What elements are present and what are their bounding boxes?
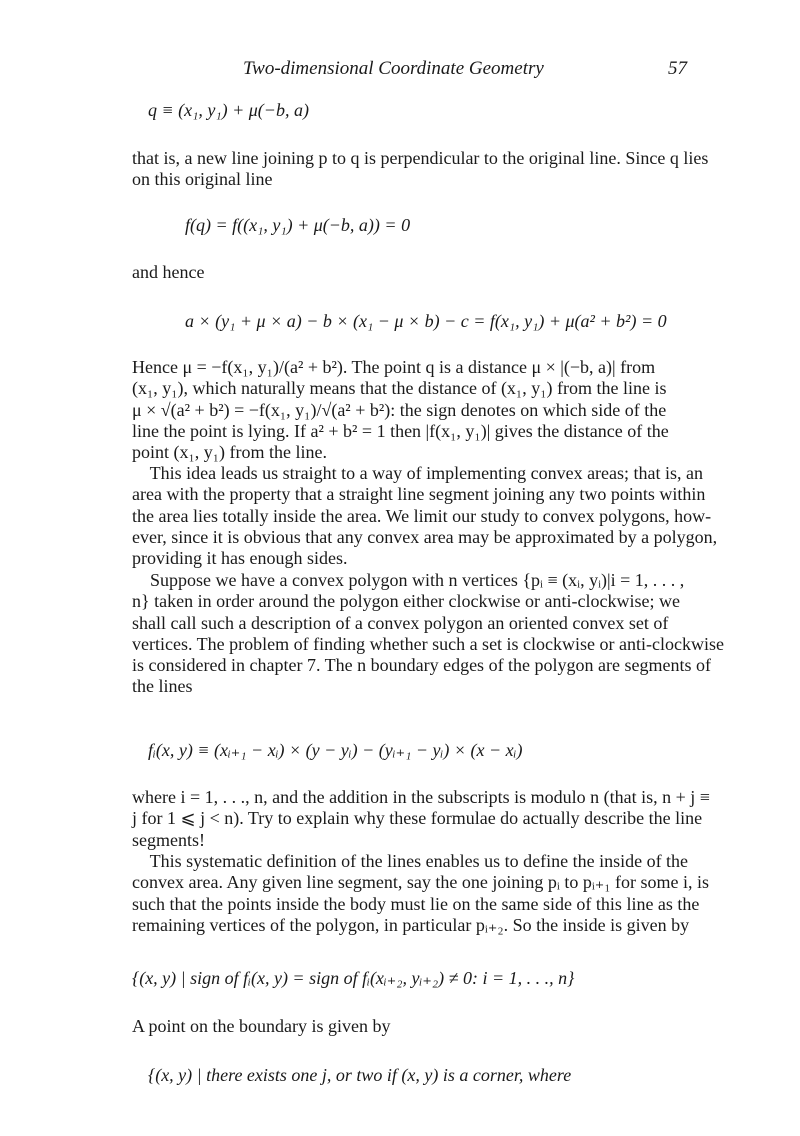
text-line: (x₁, y₁), which naturally means that the distance of (x₁, y₁) from the line is <box>132 378 667 399</box>
text-line: on this original line <box>132 169 273 190</box>
paragraph-boundary <box>132 1016 712 1037</box>
text-line: Suppose we have a convex polygon with n vertices {pᵢ ≡ (xᵢ, yᵢ)|i = 1, . . . , <box>132 570 685 590</box>
paragraph-oriented-convex-set <box>132 570 724 698</box>
text-line: vertices. The problem of finding whether such a set is clockwise or anti-clockwise <box>132 633 724 654</box>
text-line: This systematic definition of the lines enables us to define the inside of the <box>132 851 689 871</box>
text-line: segments! <box>132 829 205 850</box>
text-line: μ × √(a² + b²) = −f(x₁, y₁)/√(a² + b²): the sign denotes on which side of the <box>132 399 667 420</box>
text-line: point (x₁, y₁) from the line. <box>132 442 328 463</box>
text-line: remaining vertices of the polygon, in particular pᵢ₊₂. So the inside is given by <box>132 914 690 935</box>
text-line: the area lies totally inside the area. We limit our study to convex polygons, how- <box>132 505 712 526</box>
running-title: Two-dimensional Coordinate Geometry <box>243 58 544 79</box>
paragraph-inside-definition <box>132 851 712 936</box>
paragraph-and-hence <box>132 262 712 283</box>
text-line: shall call such a description of a convex polygon an oriented convex set of <box>132 612 669 633</box>
equation-boundary-set: {(x, y) | there exists one j, or two if (x, y) is a corner, where <box>148 1065 572 1085</box>
equation-edge-lines: fᵢ(x, y) ≡ (xᵢ₊₁ − xᵢ) × (y − yᵢ) − (yᵢ₊₁ − yᵢ) × (x − xᵢ) <box>148 740 523 760</box>
equation-inside-set: {(x, y) | sign of fᵢ(x, y) = sign of fᵢ(xᵢ₊₂, yᵢ₊₂) ≠ 0: i = 1, . . ., n} <box>132 968 575 988</box>
text-line: line the point is lying. If a² + b² = 1 then |f(x₁, y₁)| gives the distance of the <box>132 420 669 441</box>
paragraph-perpendicular <box>132 148 712 191</box>
text-line: j for 1 ⩽ j < n). Try to explain why these formulae do actually describe the line <box>132 808 703 829</box>
text-line: ever, since it is obvious that any convex area may be approximated by a polygon, <box>132 526 718 547</box>
text-line: Hence μ = −f(x₁, y₁)/(a² + b²). The point q is a distance μ × |(−b, a)| from <box>132 357 656 377</box>
text-line: n} taken in order around the polygon either clockwise or anti-clockwise; we <box>132 591 680 612</box>
text-line: is considered in chapter 7. The n boundary edges of the polygon are segments of <box>132 655 712 676</box>
text-line: and hence <box>132 262 205 282</box>
text-line: This idea leads us straight to a way of implementing convex areas; that is, an <box>132 463 704 483</box>
paragraph-modulo <box>132 787 712 851</box>
equation-expansion: a × (y₁ + μ × a) − b × (x₁ − μ × b) − c = f(x₁, y₁) + μ(a² + b²) = 0 <box>185 311 667 331</box>
text-line: A point on the boundary is given by <box>132 1016 391 1036</box>
text-line: such that the points inside the body must lie on the same side of this line as the <box>132 893 700 914</box>
text-line: area with the property that a straight line segment joining any two points within <box>132 484 706 505</box>
text-line: providing it has enough sides. <box>132 548 348 569</box>
page-number: 57 <box>668 58 687 79</box>
text-line: where i = 1, . . ., n, and the addition in the subscripts is modulo n (that is, n + j ≡ <box>132 787 710 807</box>
text-line: that is, a new line joining p to q is perpendicular to the original line. Since q lies <box>132 148 709 168</box>
equation-f-of-q: f(q) = f((x₁, y₁) + μ(−b, a)) = 0 <box>185 215 411 235</box>
paragraph-distance <box>132 357 712 463</box>
equation-q-definition: q ≡ (x₁, y₁) + μ(−b, a) <box>148 100 309 120</box>
text-line: convex area. Any given line segment, say the one joining pᵢ to pᵢ₊₁ for some i, is <box>132 872 710 893</box>
paragraph-convex-areas <box>132 463 718 569</box>
text-line: the lines <box>132 676 193 697</box>
